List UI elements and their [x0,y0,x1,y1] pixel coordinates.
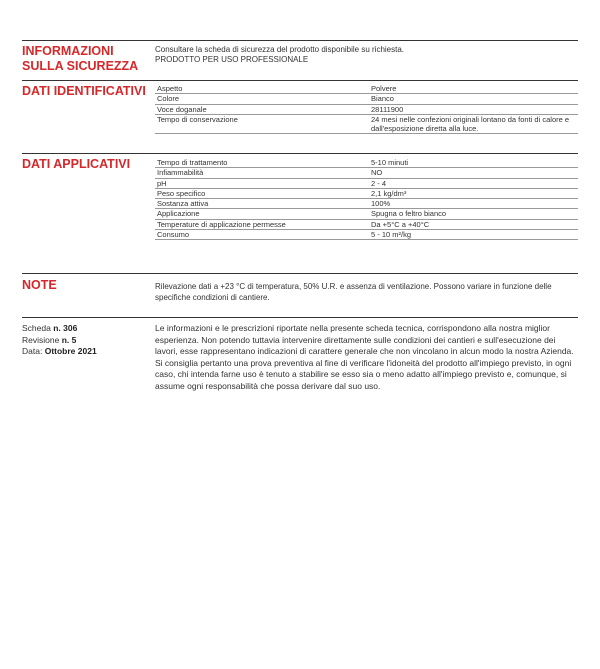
revisione-line: Revisione n. 5 [22,334,77,345]
safety-section [22,40,578,81]
row-label: Applicazione [155,209,369,219]
row-value: Polvere [369,84,578,94]
row-value: 100% [369,199,578,209]
disclaimer-text: Le informazioni e le prescrizioni riportate nella presente scheda tecnica, corrispondono alla nostra miglior esperienza. Non potendo tuttavia intervenire direttamente sulle condizioni dei cantieri e sull'esecuzione dei lavori, esse rappresentano indicazioni di carattere generale che non vincolano in alcun modo la nostra Azienda. Si consiglia pertanto una prova preventiva al fine di verificare l'idoneità del prodotto all'impiego previsto, in ogni caso, chi intenda farne uso è tenuto a stabilire se esso sia o meno adatto all'impiego previsto e, comunque, si assume ogni responsabilità che possa derivare dal suo uso. [155,323,574,391]
table-row [155,168,578,178]
table-row [155,219,578,229]
row-value: 2,1 kg/dm³ [369,188,578,198]
scheda-line: Scheda n. 306 [22,323,78,333]
document-meta [22,323,97,358]
safety-body [155,45,578,65]
row-label: Tempo di conservazione [155,114,369,134]
row-label: Temperature di applicazione permesse [155,219,369,229]
row-label: Sostanza attiva [155,199,369,209]
identification-section [22,80,578,151]
note-heading: NOTE [22,278,57,292]
row-label: pH [155,178,369,188]
row-label: Infiammabilità [155,168,369,178]
row-value: 5 - 10 m²/kg [369,230,578,240]
row-label: Voce doganale [155,104,369,114]
identification-table-wrap [155,84,578,134]
table-row [155,158,578,168]
row-label: Peso specifico [155,188,369,198]
safety-line-1: Consultare la scheda di sicurezza del prodotto disponibile su richiesta. [155,45,405,54]
safety-line-2: PRODOTTO PER USO PROFESSIONALE [155,55,309,64]
row-label: Tempo di trattamento [155,158,369,168]
table-row [155,84,578,94]
table-row [155,178,578,188]
note-text: Rilevazione dati a +23 °C di temperatura, 50% U.R. e assenza di ventilazione. Possono variare in funzione delle specifiche condizioni di cantiere. [155,282,552,302]
row-label: Colore [155,94,369,104]
application-table-wrap [155,158,578,240]
row-value: Bianco [369,94,578,104]
table-row [155,94,578,104]
row-label: Aspetto [155,84,369,94]
application-section [22,153,578,264]
identification-table [155,84,578,134]
data-line: Data: Ottobre 2021 [22,346,97,356]
footer-section [22,317,578,408]
row-label: Consumo [155,230,369,240]
row-value: NO [369,168,578,178]
table-row [155,104,578,114]
row-value: 28111900 [369,104,578,114]
note-section [22,273,578,314]
table-row [155,230,578,240]
table-row [155,209,578,219]
row-value: 5-10 minuti [369,158,578,168]
row-value: 24 mesi nelle confezioni originali lontano da fonti di calore e dall'esposizione diretta alla luce. [369,114,578,134]
table-row [155,188,578,198]
row-value: Spugna o feltro bianco [369,209,578,219]
safety-heading: INFORMAZIONI SULLA SICUREZZA [22,44,139,73]
row-value: Da +5°C a +40°C [369,219,578,229]
application-heading: DATI APPLICATIVI [22,157,131,171]
application-table [155,158,578,240]
table-row [155,199,578,209]
row-value: 2 - 4 [369,178,578,188]
table-row [155,114,578,134]
identification-heading: DATI IDENTIFICATIVI [22,84,146,98]
